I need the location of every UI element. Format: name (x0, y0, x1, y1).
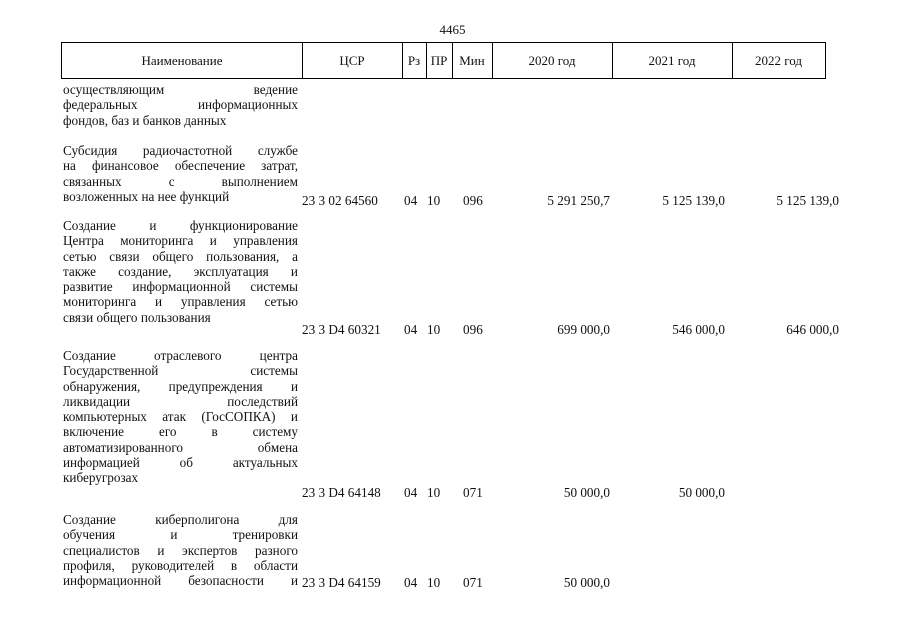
name-line: обнаружения, предупреждения и (63, 378, 298, 394)
row-name (63, 348, 298, 486)
header-2020: 2020 год (492, 43, 613, 78)
pr-code: 10 (427, 485, 441, 500)
name-line: ликвидации последствий (63, 393, 298, 409)
csr-code: 23 3 02 64560 (302, 193, 378, 208)
amount-2020: 50 000,0 (563, 575, 610, 590)
csr-code: 23 3 D4 60321 (302, 322, 381, 337)
name-line: обучения и тренировки (63, 527, 298, 543)
pr-code: 10 (427, 322, 441, 337)
page-number: 4465 (439, 22, 466, 37)
name-line: возложенных на нее функций (63, 188, 230, 204)
amount-2022: 5 125 139,0 (776, 193, 839, 208)
amount-2021: 5 125 139,0 (662, 193, 725, 208)
row-name (63, 82, 298, 128)
name-line: Центра мониторинга и управления (63, 233, 298, 249)
amount-2020: 50 000,0 (563, 485, 610, 500)
name-line: включение его в систему (63, 424, 298, 440)
name-line: федеральных информационных (63, 97, 298, 113)
csr-code: 23 3 D4 64148 (302, 485, 381, 500)
name-line: осуществляющим ведение (63, 82, 298, 97)
name-line: связи общего пользования (63, 309, 211, 325)
header-csr: ЦСР (302, 43, 403, 78)
name-line: связанных с выполнением (63, 173, 298, 189)
name-line: Государственной системы (63, 363, 298, 379)
name-line: на финансовое обеспечение затрат, (63, 158, 298, 174)
name-line: информацией об актуальных (63, 455, 298, 471)
header-2022: 2022 год (755, 53, 802, 68)
rz-code: 04 (404, 575, 418, 590)
name-line: развитие информационной системы (63, 279, 298, 295)
name-line: Создание отраслевого центра (63, 348, 298, 363)
name-line: мониторинга и управления сетью (63, 294, 298, 310)
name-line: сетью связи общего пользования, а (63, 248, 298, 264)
min-code: 096 (463, 322, 483, 337)
name-line: автоматизированного обмена (63, 439, 298, 455)
header-name: Наименование (62, 43, 303, 78)
name-line: фондов, баз и банков данных (63, 112, 227, 128)
name-line: киберугрозах (63, 470, 139, 486)
rz-code: 04 (404, 322, 418, 337)
name-line: компьютерных атак (ГосСОПКА) и (63, 409, 298, 425)
name-line: профиля, руководителей в области (63, 557, 298, 573)
header-rz: Рз (402, 43, 427, 78)
min-code: 071 (463, 485, 483, 500)
pr-code: 10 (427, 575, 441, 590)
name-line: Субсидия радиочастотной службе (63, 143, 298, 158)
header-2021: 2021 год (612, 43, 733, 78)
name-line: Создание и функционирование (63, 218, 298, 233)
name-line: Создание киберполигона для (63, 512, 298, 527)
row-name (63, 143, 298, 204)
amount-2020: 699 000,0 (557, 322, 610, 337)
table-header (61, 42, 826, 79)
row-name (63, 218, 298, 325)
min-code: 071 (463, 575, 483, 590)
name-line: информационной безопасности и (63, 573, 298, 589)
pr-code: 10 (427, 193, 441, 208)
rz-code: 04 (404, 485, 418, 500)
amount-2020: 5 291 250,7 (547, 193, 610, 208)
amount-2021: 546 000,0 (672, 322, 725, 337)
csr-code: 23 3 D4 64159 (302, 575, 381, 590)
rz-code: 04 (404, 193, 418, 208)
name-line: также создание, эксплуатация и (63, 263, 298, 279)
header-pr: ПР (426, 43, 453, 78)
amount-2022: 646 000,0 (786, 322, 839, 337)
amount-2021: 50 000,0 (678, 485, 725, 500)
min-code: 096 (463, 193, 483, 208)
row-name (63, 512, 298, 588)
header-min: Мин (452, 43, 493, 78)
name-line: специалистов и экспертов разного (63, 542, 298, 558)
